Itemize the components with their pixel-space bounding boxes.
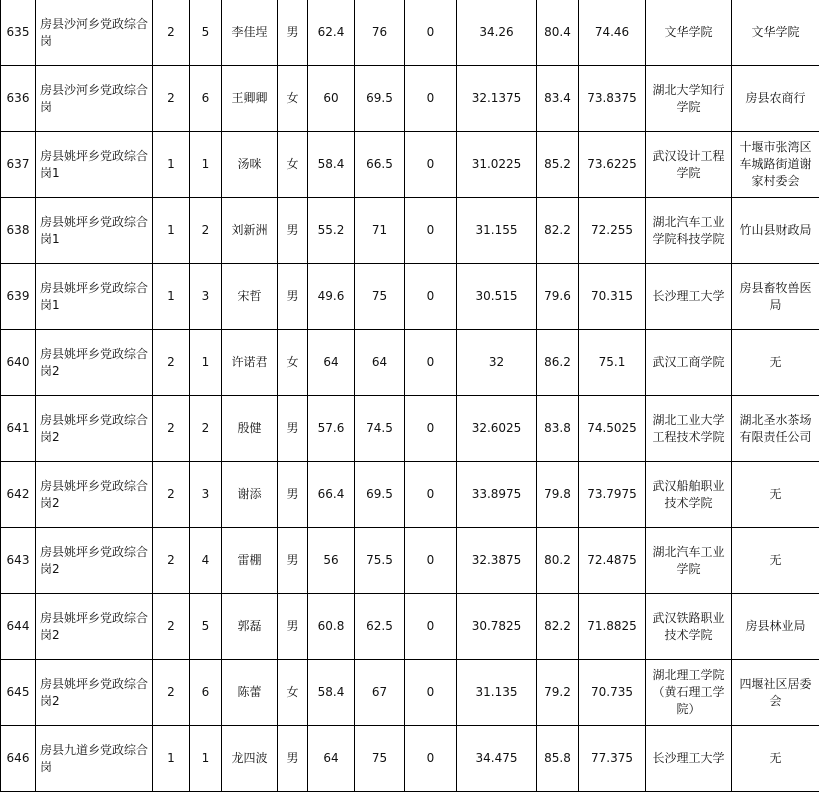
bonus-points-cell: 0: [405, 462, 457, 528]
total-score-cell: 73.6225: [579, 132, 646, 198]
candidate-name-cell: 谢添: [222, 462, 278, 528]
school-cell: 长沙理工大学: [646, 264, 732, 330]
hires-count-cell: 2: [153, 462, 190, 528]
table-row: [1, 330, 819, 396]
school-cell: 湖北汽车工业学院: [646, 528, 732, 594]
interview-score-raw-cell: 64: [355, 330, 405, 396]
results-table-body: [1, 0, 819, 792]
rank-cell: 3: [190, 462, 222, 528]
total-score-cell: 74.46: [579, 0, 646, 66]
employer-cell: 十堰市张湾区车城路街道谢家村委会: [732, 132, 819, 198]
written-weighted-cell: 34.475: [457, 726, 537, 792]
rank-cell: 1: [190, 726, 222, 792]
post-name-cell: 房县沙河乡党政综合岗: [36, 66, 153, 132]
school-cell: 武汉设计工程学院: [646, 132, 732, 198]
table-row: [1, 198, 819, 264]
total-score-cell: 73.8375: [579, 66, 646, 132]
interview-score-cell: 83.4: [537, 66, 579, 132]
interview-score-raw-cell: 69.5: [355, 462, 405, 528]
employer-cell: 房县林业局: [732, 594, 819, 660]
school-cell: 武汉船舶职业技术学院: [646, 462, 732, 528]
row-number-cell: 644: [1, 594, 36, 660]
interview-score-raw-cell: 66.5: [355, 132, 405, 198]
row-number-cell: 637: [1, 132, 36, 198]
candidate-name-cell: 雷棚: [222, 528, 278, 594]
hires-count-cell: 2: [153, 528, 190, 594]
employer-cell: 湖北圣水茶场有限责任公司: [732, 396, 819, 462]
total-score-cell: 72.255: [579, 198, 646, 264]
candidate-name-cell: 李佳埕: [222, 0, 278, 66]
rank-cell: 1: [190, 132, 222, 198]
row-number-cell: 636: [1, 66, 36, 132]
bonus-points-cell: 0: [405, 726, 457, 792]
rank-cell: 6: [190, 66, 222, 132]
row-number-cell: 645: [1, 660, 36, 726]
row-number-cell: 642: [1, 462, 36, 528]
row-number-cell: 638: [1, 198, 36, 264]
post-name-cell: 房县姚坪乡党政综合岗1: [36, 264, 153, 330]
post-name-cell: 房县姚坪乡党政综合岗2: [36, 528, 153, 594]
written-weighted-cell: 32.3875: [457, 528, 537, 594]
school-cell: 武汉工商学院: [646, 330, 732, 396]
school-cell: 湖北工业大学工程技术学院: [646, 396, 732, 462]
written-weighted-cell: 32.1375: [457, 66, 537, 132]
written-weighted-cell: 33.8975: [457, 462, 537, 528]
written-score-cell: 58.4: [308, 660, 355, 726]
total-score-cell: 70.315: [579, 264, 646, 330]
written-score-cell: 56: [308, 528, 355, 594]
table-row: [1, 264, 819, 330]
written-score-cell: 66.4: [308, 462, 355, 528]
employer-cell: 房县农商行: [732, 66, 819, 132]
table-row: [1, 726, 819, 792]
post-name-cell: 房县姚坪乡党政综合岗2: [36, 396, 153, 462]
interview-score-cell: 79.2: [537, 660, 579, 726]
row-number-cell: 640: [1, 330, 36, 396]
written-score-cell: 55.2: [308, 198, 355, 264]
written-score-cell: 64: [308, 726, 355, 792]
written-weighted-cell: 31.135: [457, 660, 537, 726]
written-score-cell: 64: [308, 330, 355, 396]
bonus-points-cell: 0: [405, 594, 457, 660]
total-score-cell: 75.1: [579, 330, 646, 396]
row-number-cell: 643: [1, 528, 36, 594]
post-name-cell: 房县姚坪乡党政综合岗2: [36, 462, 153, 528]
rank-cell: 6: [190, 660, 222, 726]
rank-cell: 2: [190, 198, 222, 264]
school-cell: 文华学院: [646, 0, 732, 66]
post-name-cell: 房县姚坪乡党政综合岗1: [36, 132, 153, 198]
hires-count-cell: 2: [153, 396, 190, 462]
employer-cell: 竹山县财政局: [732, 198, 819, 264]
interview-score-cell: 79.6: [537, 264, 579, 330]
interview-score-raw-cell: 69.5: [355, 66, 405, 132]
written-weighted-cell: 31.155: [457, 198, 537, 264]
candidate-name-cell: 宋哲: [222, 264, 278, 330]
total-score-cell: 71.8825: [579, 594, 646, 660]
written-score-cell: 60.8: [308, 594, 355, 660]
employer-cell: 无: [732, 330, 819, 396]
hires-count-cell: 2: [153, 660, 190, 726]
total-score-cell: 74.5025: [579, 396, 646, 462]
total-score-cell: 77.375: [579, 726, 646, 792]
post-name-cell: 房县姚坪乡党政综合岗1: [36, 198, 153, 264]
hires-count-cell: 1: [153, 132, 190, 198]
interview-score-raw-cell: 75.5: [355, 528, 405, 594]
table-row: [1, 660, 819, 726]
table-row: [1, 0, 819, 66]
written-score-cell: 62.4: [308, 0, 355, 66]
written-score-cell: 49.6: [308, 264, 355, 330]
candidate-name-cell: 郭磊: [222, 594, 278, 660]
post-name-cell: 房县姚坪乡党政综合岗2: [36, 330, 153, 396]
candidate-name-cell: 龙四波: [222, 726, 278, 792]
candidate-name-cell: 王卿卿: [222, 66, 278, 132]
bonus-points-cell: 0: [405, 264, 457, 330]
table-row: [1, 462, 819, 528]
candidate-name-cell: 殷健: [222, 396, 278, 462]
bonus-points-cell: 0: [405, 66, 457, 132]
written-weighted-cell: 30.515: [457, 264, 537, 330]
written-weighted-cell: 34.26: [457, 0, 537, 66]
employer-cell: 四堰社区居委会: [732, 660, 819, 726]
interview-score-cell: 79.8: [537, 462, 579, 528]
post-name-cell: 房县姚坪乡党政综合岗2: [36, 594, 153, 660]
row-number-cell: 641: [1, 396, 36, 462]
candidate-name-cell: 汤咪: [222, 132, 278, 198]
post-name-cell: 房县九道乡党政综合岗: [36, 726, 153, 792]
written-weighted-cell: 32: [457, 330, 537, 396]
hires-count-cell: 2: [153, 330, 190, 396]
rank-cell: 5: [190, 594, 222, 660]
candidate-name-cell: 陈蕾: [222, 660, 278, 726]
table-row: [1, 594, 819, 660]
written-weighted-cell: 30.7825: [457, 594, 537, 660]
candidate-name-cell: 许诺君: [222, 330, 278, 396]
employer-cell: 无: [732, 726, 819, 792]
interview-score-cell: 80.4: [537, 0, 579, 66]
interview-score-raw-cell: 62.5: [355, 594, 405, 660]
total-score-cell: 72.4875: [579, 528, 646, 594]
hires-count-cell: 2: [153, 0, 190, 66]
bonus-points-cell: 0: [405, 198, 457, 264]
hires-count-cell: 1: [153, 198, 190, 264]
rank-cell: 5: [190, 0, 222, 66]
bonus-points-cell: 0: [405, 660, 457, 726]
rank-cell: 2: [190, 396, 222, 462]
written-weighted-cell: 31.0225: [457, 132, 537, 198]
bonus-points-cell: 0: [405, 528, 457, 594]
interview-score-raw-cell: 75: [355, 726, 405, 792]
gender-cell: 男: [278, 264, 308, 330]
written-score-cell: 58.4: [308, 132, 355, 198]
row-number-cell: 639: [1, 264, 36, 330]
hires-count-cell: 1: [153, 264, 190, 330]
employer-cell: 房县畜牧兽医局: [732, 264, 819, 330]
interview-score-raw-cell: 76: [355, 0, 405, 66]
total-score-cell: 73.7975: [579, 462, 646, 528]
gender-cell: 男: [278, 726, 308, 792]
rank-cell: 3: [190, 264, 222, 330]
interview-score-cell: 82.2: [537, 198, 579, 264]
table-row: [1, 396, 819, 462]
row-number-cell: 635: [1, 0, 36, 66]
written-weighted-cell: 32.6025: [457, 396, 537, 462]
hires-count-cell: 2: [153, 66, 190, 132]
candidate-name-cell: 刘新洲: [222, 198, 278, 264]
bonus-points-cell: 0: [405, 132, 457, 198]
post-name-cell: 房县沙河乡党政综合岗: [36, 0, 153, 66]
interview-score-cell: 83.8: [537, 396, 579, 462]
gender-cell: 女: [278, 660, 308, 726]
gender-cell: 男: [278, 462, 308, 528]
hires-count-cell: 1: [153, 726, 190, 792]
interview-score-cell: 85.8: [537, 726, 579, 792]
written-score-cell: 60: [308, 66, 355, 132]
interview-score-raw-cell: 67: [355, 660, 405, 726]
bonus-points-cell: 0: [405, 0, 457, 66]
interview-score-cell: 80.2: [537, 528, 579, 594]
post-name-cell: 房县姚坪乡党政综合岗2: [36, 660, 153, 726]
row-number-cell: 646: [1, 726, 36, 792]
gender-cell: 男: [278, 396, 308, 462]
school-cell: 湖北大学知行学院: [646, 66, 732, 132]
interview-score-cell: 82.2: [537, 594, 579, 660]
gender-cell: 男: [278, 594, 308, 660]
gender-cell: 男: [278, 0, 308, 66]
gender-cell: 女: [278, 132, 308, 198]
school-cell: 湖北汽车工业学院科技学院: [646, 198, 732, 264]
interview-score-raw-cell: 74.5: [355, 396, 405, 462]
hires-count-cell: 2: [153, 594, 190, 660]
interview-score-raw-cell: 71: [355, 198, 405, 264]
employer-cell: 无: [732, 462, 819, 528]
gender-cell: 男: [278, 198, 308, 264]
bonus-points-cell: 0: [405, 396, 457, 462]
rank-cell: 1: [190, 330, 222, 396]
table-row: [1, 66, 819, 132]
school-cell: 武汉铁路职业技术学院: [646, 594, 732, 660]
rank-cell: 4: [190, 528, 222, 594]
interview-score-raw-cell: 75: [355, 264, 405, 330]
interview-score-cell: 85.2: [537, 132, 579, 198]
table-row: [1, 528, 819, 594]
written-score-cell: 57.6: [308, 396, 355, 462]
interview-score-cell: 86.2: [537, 330, 579, 396]
table-row: [1, 132, 819, 198]
gender-cell: 女: [278, 330, 308, 396]
employer-cell: 文华学院: [732, 0, 819, 66]
gender-cell: 男: [278, 528, 308, 594]
school-cell: 湖北理工学院（黄石理工学院）: [646, 660, 732, 726]
employer-cell: 无: [732, 528, 819, 594]
total-score-cell: 70.735: [579, 660, 646, 726]
school-cell: 长沙理工大学: [646, 726, 732, 792]
bonus-points-cell: 0: [405, 330, 457, 396]
gender-cell: 女: [278, 66, 308, 132]
